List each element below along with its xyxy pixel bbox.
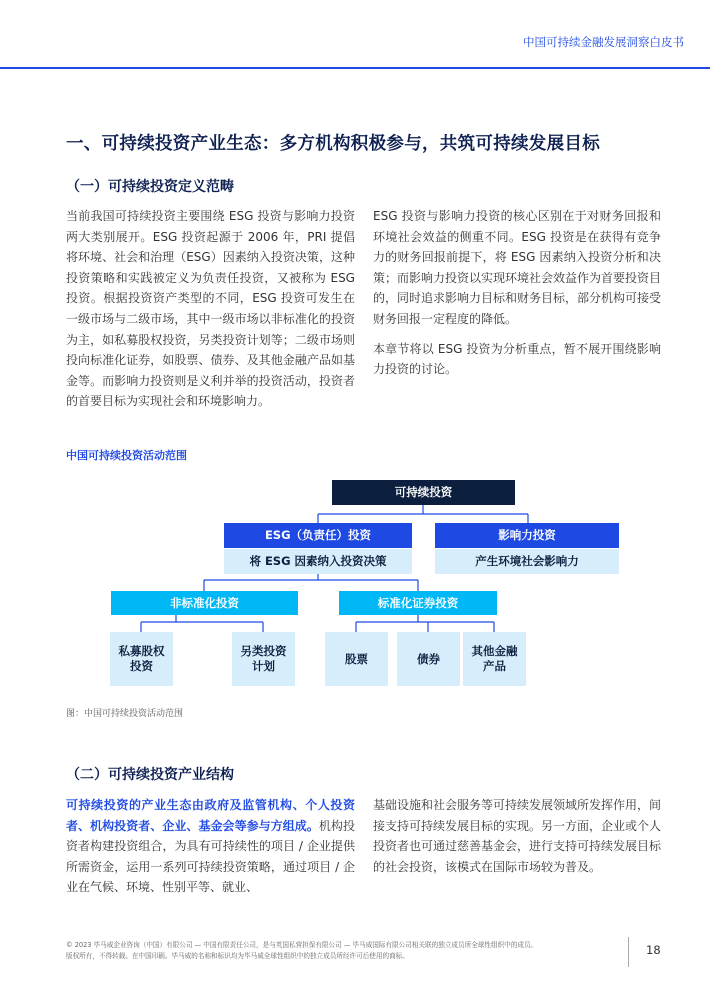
header-title: 中国可持续金融发展洞察白皮书 [523, 35, 684, 49]
box-other-financial-products: 其他金融 产品 [463, 632, 526, 686]
page-number: 18 [646, 943, 661, 957]
box-alternative-investment: 另类投资 计划 [232, 632, 295, 686]
paragraph: 本章节将以 ESG 投资为分析重点，暂不展开围绕影响力投资的讨论。 [373, 341, 661, 377]
box-private-equity: 私募股权 投资 [110, 632, 173, 686]
box-nonstandard-investment: 非标准化投资 [111, 591, 298, 615]
header-rule [0, 67, 710, 69]
body-text: 机构投资者构建投资组合，为具有可持续性的项目 / 企业提供所需资金，运用一系列可持续投资策略，通过项目 / 企业在气候、环境、性别平等、就业、 [66, 818, 355, 895]
box-sustainable-investment: 可持续投资 [332, 480, 515, 505]
figure-title: 中国可持续投资活动范围 [66, 449, 187, 462]
paragraph: 基础设施和社会服务等可持续发展领域所发挥作用，间接支持可持续发展目标的实现。另一方面，企业或个人投资者也可通过慈善基金会，进行支持可持续发展目标的社会投资，该模式在国际市场较为普及。 [373, 798, 662, 874]
box-standard-securities: 标准化证券投资 [339, 591, 497, 615]
paragraph [66, 795, 355, 898]
paragraph: ESG 投资与影响力投资的核心区别在于对财务回报和环境社会效益的侧重不同。ESG 投资是在获得有竞争力的财务回报前提下，将 ESG 因素纳入投资分析和决策；而影响力投资以实现环境社会效益作为首要投资目的，同时追求影响力目标和财务目标，部分机构可接受财务回报一定程度的降低。 [373, 209, 662, 326]
right-column-definition [373, 206, 661, 389]
box-impact-description: 产生环境社会影响力 [435, 549, 619, 574]
footer-divider [628, 937, 629, 967]
subsection-title-definition: （一）可持续投资定义范畴 [66, 179, 234, 195]
left-column-definition [66, 206, 355, 421]
highlight-text: 可持续投资的产业生态由政府及监管机构、个人投资者、机构投资者、企业、基金会等参与方组成。 [66, 798, 355, 833]
footer-copyright [66, 940, 616, 962]
box-bonds: 债券 [397, 632, 460, 686]
section-title: 一、可持续投资产业生态：多方机构积极参与，共筑可持续发展目标 [66, 134, 600, 154]
paragraph: 当前我国可持续投资主要围绕 ESG 投资与影响力投资两大类别展开。ESG 投资起源于 2006 年，PRI 提倡将环境、社会和治理（ESG）因素纳入投资决策，这种投资策略和实践被定义为负责任投资，又被称为 ESG 投资。根据投资资产类型的不同，ESG 投资可发生在一级市场与二级市场，其中一级市场以非标准化的投资为主，如私募股权投资，另类投资计划等；二级市场则投向标准化证券，如股票、债券、及其他金融产品如基金等。而影响力投资则是义利并举的投资活动，投资者的首要目标为实现社会和环境影响力。 [66, 209, 355, 409]
box-stocks: 股票 [325, 632, 388, 686]
left-column-structure [66, 795, 355, 907]
box-impact-investment: 影响力投资 [435, 523, 619, 548]
box-esg-investment: ESG（负责任）投资 [224, 523, 412, 548]
footer-line: 版权所有，不得转载。在中国印刷。毕马威的名称和标识均为毕马威全球性组织中的独立成员所经许可后使用的商标。 [66, 952, 409, 960]
footer-line: © 2023 毕马威企业咨询（中国）有限公司 — 中国有限责任公司，是与英国私营担保有限公司 — 毕马威国际有限公司相关联的独立成员所全球性组织中的成员。 [66, 941, 538, 949]
subsection-title-structure: （二）可持续投资产业结构 [66, 767, 234, 783]
figure-caption: 图：中国可持续投资活动范围 [66, 709, 184, 719]
right-column-structure [373, 795, 661, 886]
box-esg-description: 将 ESG 因素纳入投资决策 [224, 549, 412, 574]
